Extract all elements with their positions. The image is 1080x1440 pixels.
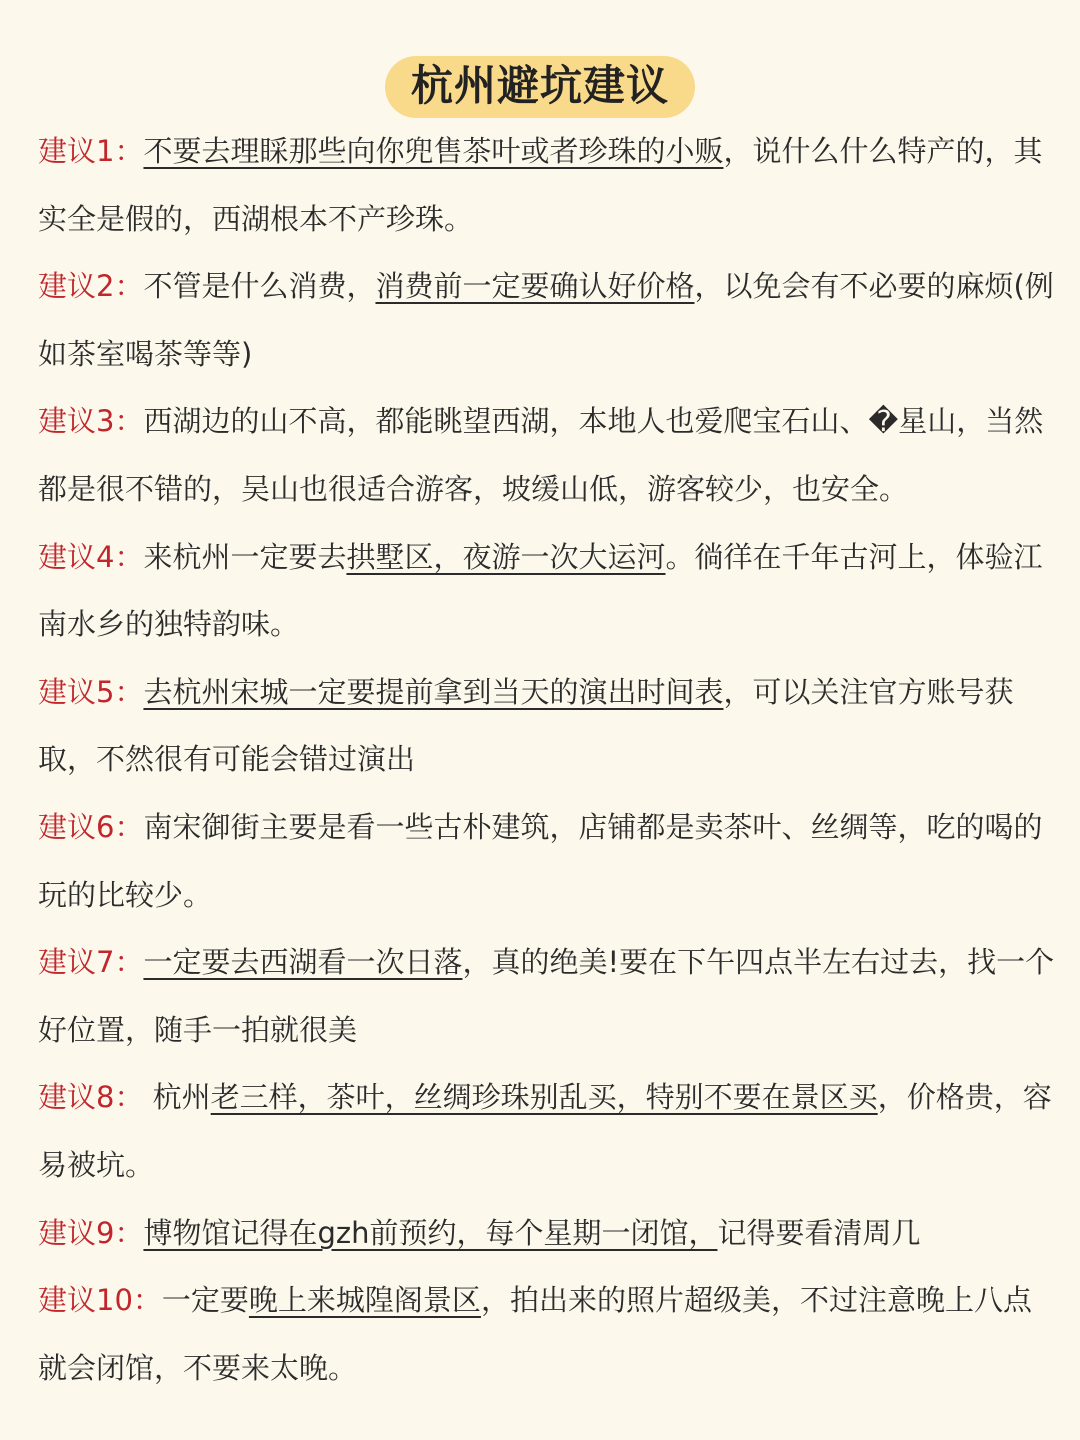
tip-text: ，以免会有不必要的麻烦(例如茶室喝茶等等) <box>38 269 1054 371</box>
tip-highlight: 消费前一定要确认好价格 <box>375 269 695 304</box>
tip-text: ，说什么什么特产的，其实全是假的，西湖根本不产珍珠。 <box>38 134 1043 236</box>
tip-text: 西湖边的山不高，都能眺望西湖，本地人也爱爬宝石山、�星山，当然都是很不错的，吴山也很适合游客，坡缓山低，游客较少，也安全。 <box>38 404 1044 506</box>
tip-label: 建议10： <box>38 1283 162 1318</box>
tip-label: 建议8： <box>38 1080 144 1115</box>
tip-highlight: 不要去理睬那些向你兜售茶叶或者珍珠的小贩 <box>143 134 724 168</box>
tip-text: ，拍出来的照片超级美，不过注意晚上八点就会闭馆，不要来太晚。 <box>38 1283 1032 1385</box>
tip-highlight: 老三样，茶叶，丝绸珍珠别乱买，特别不要在景区买 <box>210 1080 878 1115</box>
tip-highlight: 一定要去西湖看一次日落 <box>143 945 463 980</box>
tip-item <box>38 794 1058 929</box>
tip-item <box>38 659 1058 794</box>
tip-text: ，价格贵，容易被坑。 <box>38 1080 1052 1182</box>
tip-highlight: 博物馆记得在gzh前预约，每个星期一闭馆， <box>143 1215 718 1250</box>
tip-label: 建议3： <box>38 404 144 439</box>
tip-text: 来杭州一定要去 <box>143 539 347 574</box>
tip-item <box>38 929 1058 1064</box>
tip-label: 建议7： <box>38 945 144 980</box>
tip-label: 建议2： <box>38 269 144 304</box>
tip-text: ，可以关注官方账号获取，不然很有可能会错过演出 <box>38 674 1014 777</box>
tip-text: 南宋御街主要是看一些古朴建筑，店铺都是卖茶叶、丝绸等，吃的喝的玩的比较少。 <box>38 809 1043 912</box>
tip-item <box>38 253 1058 388</box>
tip-text: 杭州 <box>143 1080 211 1115</box>
tip-label: 建议6： <box>38 809 144 844</box>
tip-highlight: 去杭州宋城一定要提前拿到当天的演出时间表 <box>143 674 724 709</box>
tip-text: 不管是什么消费， <box>143 269 376 304</box>
tip-highlight: 拱墅区，夜游一次大运河 <box>346 539 666 574</box>
title-wrap <box>0 56 1080 118</box>
tip-text: ，真的绝美!要在下午四点半左右过去，找一个好位置，随手一拍就很美 <box>38 945 1055 1047</box>
tip-item <box>38 118 1058 253</box>
tip-text: 一定要 <box>161 1283 249 1318</box>
tip-item <box>38 1064 1058 1199</box>
tip-text: 记得要看清周几 <box>717 1215 921 1250</box>
tip-highlight: 晚上来城隍阁景区 <box>248 1283 481 1318</box>
tip-label: 建议4： <box>38 539 144 574</box>
tip-list <box>38 118 1058 1402</box>
tip-item <box>38 1267 1058 1402</box>
tip-label: 建议9： <box>38 1215 144 1250</box>
tip-label: 建议1： <box>38 134 144 168</box>
tip-label: 建议5： <box>38 674 144 709</box>
tip-item <box>38 388 1058 523</box>
tip-text: 。徜徉在千年古河上，体验江南水乡的独特韵味。 <box>38 539 1043 642</box>
page-title: 杭州避坑建议 <box>385 56 695 118</box>
tip-item <box>38 524 1058 659</box>
tip-item <box>38 1200 1058 1268</box>
